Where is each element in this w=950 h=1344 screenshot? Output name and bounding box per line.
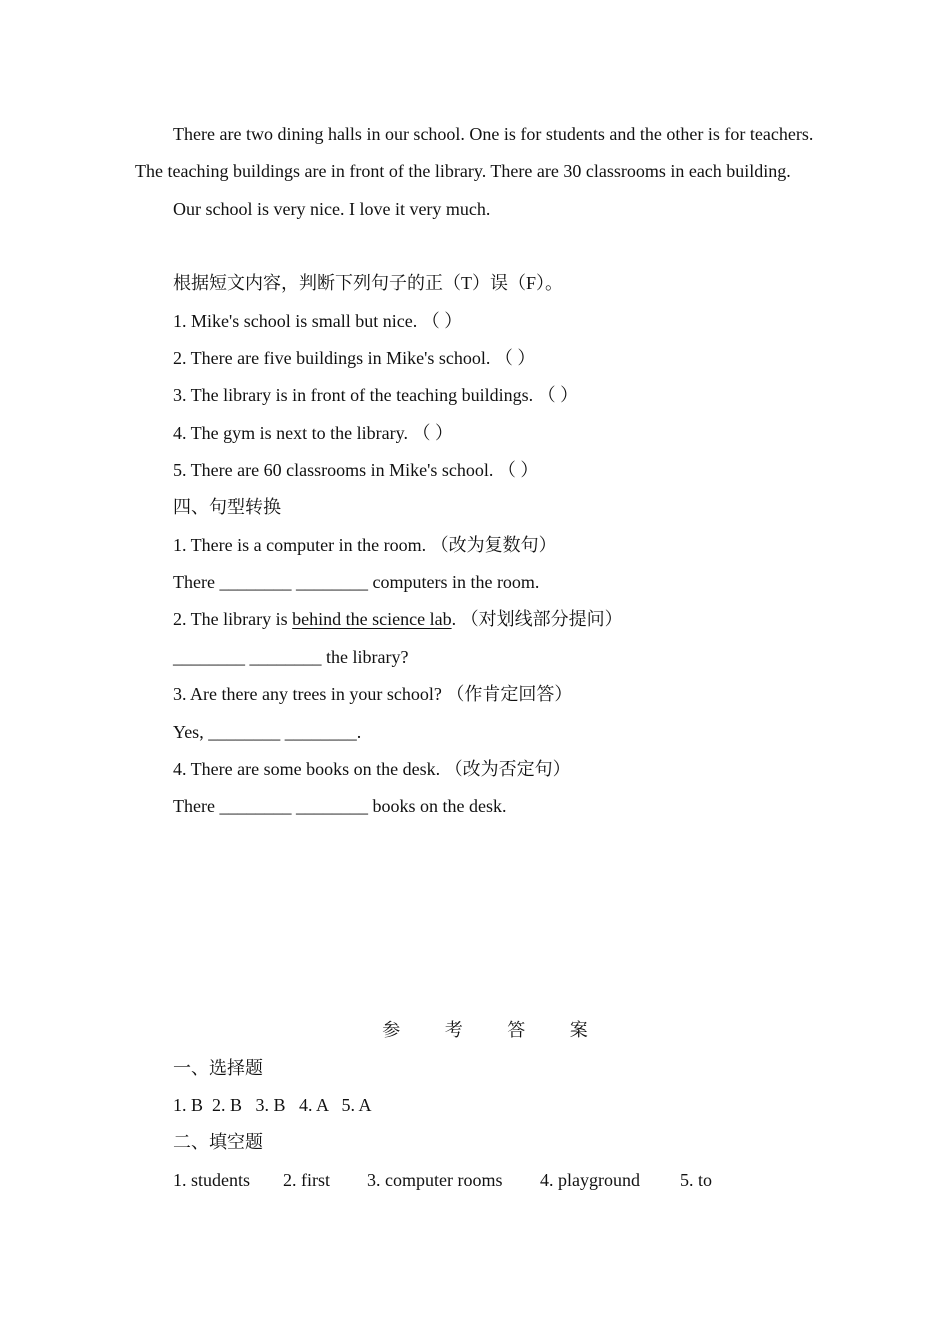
answer-section-1-answers: 1. B 2. B 3. B 4. A 5. A: [173, 1095, 372, 1115]
transform-answer-3: Yes, ________ ________.: [173, 722, 362, 742]
transform-question-2: [173, 607, 623, 631]
q2-underlined-phrase: behind the science lab: [292, 609, 452, 629]
q2-suffix: . （对划线部分提问）: [451, 609, 623, 629]
reading-passage: [135, 116, 815, 228]
transform-question-1: 1. There is a computer in the room. （改为复数句）: [173, 535, 557, 555]
answer-key-title: 参 考 答 案: [382, 1020, 608, 1040]
passage-paragraph-2: Our school is very nice. I love it very much.: [173, 198, 491, 219]
tf-item-1: 1. Mike's school is small but nice. （ ）: [173, 311, 463, 331]
transform-question-4: 4. There are some books on the desk. （改为否定句）: [173, 759, 571, 779]
transform-question-3: 3. Are there any trees in your school? （作肯定回答）: [173, 684, 573, 704]
fill-answer-3: 3. computer rooms: [367, 1170, 503, 1190]
section-4-heading: 四、句型转换: [173, 497, 281, 517]
tf-item-3: 3. The library is in front of the teaching buildings. （ ）: [173, 385, 579, 405]
transform-answer-4: There ________ ________ books on the desk.: [173, 796, 507, 816]
fill-answer-1: 1. students: [173, 1170, 251, 1190]
tf-item-2: 2. There are five buildings in Mike's school. （ ）: [173, 348, 536, 368]
fill-answer-4: 4. playground: [540, 1170, 640, 1190]
tf-instruction: 根据短文内容，判断下列句子的正（T）误（F）。: [173, 273, 564, 293]
transform-answer-1: There ________ ________ computers in the room.: [173, 572, 540, 592]
answer-section-1-heading: 一、选择题: [173, 1058, 263, 1078]
tf-item-4: 4. The gym is next to the library. （ ）: [173, 423, 453, 443]
fill-answer-2: 2. first: [283, 1170, 330, 1190]
fill-answer-5: 5. to: [680, 1170, 713, 1190]
answer-section-2-answers: [173, 1168, 712, 1192]
answer-section-2-heading: 二、填空题: [173, 1132, 263, 1152]
transform-answer-2: ________ ________ the library?: [173, 647, 409, 667]
passage-paragraph-1: There are two dining halls in our school. One is for students and the other is for teachers. The teaching buildings are in front of the library. There are 30 classrooms in each building.: [135, 124, 814, 182]
tf-item-5: 5. There are 60 classrooms in Mike's school. （ ）: [173, 460, 539, 480]
q2-prefix: 2. The library is: [173, 609, 293, 629]
